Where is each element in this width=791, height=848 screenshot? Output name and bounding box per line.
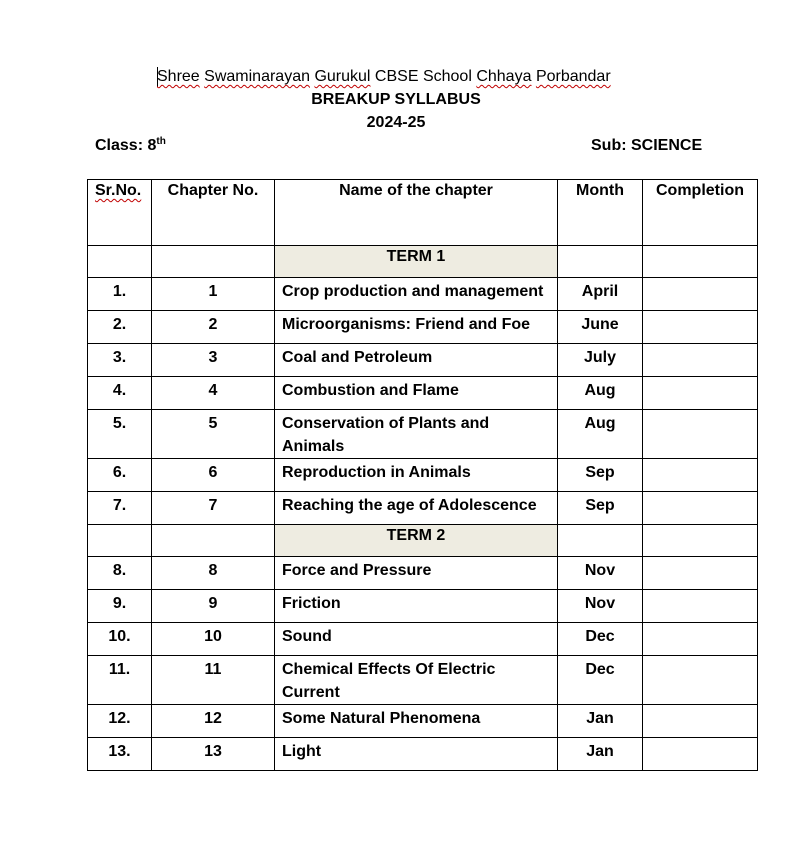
cell-srno: 6. xyxy=(88,459,152,492)
cell-completion[interactable] xyxy=(643,590,758,623)
col-header-completion: Completion xyxy=(643,180,758,246)
subject-label: Sub: SCIENCE xyxy=(591,137,703,154)
school-word: Gurukul xyxy=(314,68,371,85)
table-row xyxy=(88,590,758,623)
term-label: TERM 1 xyxy=(275,246,558,278)
cell-chapter-name: Sound xyxy=(275,623,558,656)
cell-completion[interactable] xyxy=(643,705,758,738)
table-row xyxy=(88,377,758,410)
cell-srno: 3. xyxy=(88,344,152,377)
cell-chapter-no: 3 xyxy=(152,344,275,377)
class-superscript: th xyxy=(156,136,166,147)
cell-month: Nov xyxy=(558,590,643,623)
school-word: Porbandar xyxy=(535,68,611,85)
cell-chapter-name: Friction xyxy=(275,590,558,623)
school-word: Chhaya xyxy=(476,68,532,85)
cell-chapter-name: Reaching the age of Adolescence xyxy=(275,492,558,525)
cell-chapter-no: 2 xyxy=(152,311,275,344)
cell-chapter-name: Reproduction in Animals xyxy=(275,459,558,492)
school-word: Shree xyxy=(157,68,200,85)
cell-chapter-no: 6 xyxy=(152,459,275,492)
cell-month: April xyxy=(558,278,643,311)
col-header-chapter-no: Chapter No. xyxy=(152,180,275,246)
table-row xyxy=(88,557,758,590)
cell-completion[interactable] xyxy=(643,377,758,410)
cell-chapter-name: Some Natural Phenomena xyxy=(275,705,558,738)
school-word: CBSE xyxy=(374,68,419,85)
table-row xyxy=(88,623,758,656)
cell-month: Dec xyxy=(558,656,643,705)
cell-month: Jan xyxy=(558,705,643,738)
cell-chapter-name: Light xyxy=(275,738,558,771)
cell-month: June xyxy=(558,311,643,344)
cell-completion[interactable] xyxy=(643,492,758,525)
table-row xyxy=(88,705,758,738)
table-row xyxy=(88,410,758,459)
cell-srno: 13. xyxy=(88,738,152,771)
cell-month: Aug xyxy=(558,410,643,459)
cell-completion[interactable] xyxy=(643,311,758,344)
table-row xyxy=(88,656,758,705)
cell-srno: 4. xyxy=(88,377,152,410)
cell-chapter-name: Coal and Petroleum xyxy=(275,344,558,377)
cell-srno: 9. xyxy=(88,590,152,623)
cell-chapter-no: 11 xyxy=(152,656,275,705)
cell-chapter-no: 9 xyxy=(152,590,275,623)
cell-chapter-no: 12 xyxy=(152,705,275,738)
cell-completion[interactable] xyxy=(643,459,758,492)
cell-month: Aug xyxy=(558,377,643,410)
school-name xyxy=(157,67,611,87)
syllabus-table xyxy=(87,179,758,771)
cell-completion[interactable] xyxy=(643,278,758,311)
cell-srno: 8. xyxy=(88,557,152,590)
table-row xyxy=(88,738,758,771)
cell-chapter-name: Conservation of Plants and Animals xyxy=(275,410,558,459)
cell-srno: 5. xyxy=(88,410,152,459)
cell-chapter-no: 7 xyxy=(152,492,275,525)
cell-month: Dec xyxy=(558,623,643,656)
col-header-srno: Sr.No. xyxy=(88,180,152,246)
col-header-chapter-name: Name of the chapter xyxy=(275,180,558,246)
cell-completion[interactable] xyxy=(643,623,758,656)
cell-chapter-no: 8 xyxy=(152,557,275,590)
table-row xyxy=(88,344,758,377)
cell-chapter-no: 1 xyxy=(152,278,275,311)
term-row xyxy=(88,525,758,557)
class-label xyxy=(95,136,166,156)
cell-chapter-no: 5 xyxy=(152,410,275,459)
cell-chapter-name: Crop production and management xyxy=(275,278,558,311)
cell-completion[interactable] xyxy=(643,557,758,590)
table-header-row xyxy=(88,180,758,246)
term-row xyxy=(88,246,758,278)
cell-chapter-no: 10 xyxy=(152,623,275,656)
school-word: Swaminarayan xyxy=(204,68,310,85)
cell-month: Sep xyxy=(558,492,643,525)
table-row xyxy=(88,311,758,344)
cell-completion[interactable] xyxy=(643,738,758,771)
cell-srno: 2. xyxy=(88,311,152,344)
class-text: Class: 8 xyxy=(95,137,157,154)
cell-completion[interactable] xyxy=(643,344,758,377)
cell-srno: 1. xyxy=(88,278,152,311)
cell-chapter-no: 13 xyxy=(152,738,275,771)
term-label: TERM 2 xyxy=(275,525,558,557)
col-header-month: Month xyxy=(558,180,643,246)
doc-title: BREAKUP SYLLABUS xyxy=(311,91,481,108)
cell-month: Sep xyxy=(558,459,643,492)
school-word: School xyxy=(422,68,472,85)
table-row xyxy=(88,492,758,525)
academic-year: 2024-25 xyxy=(366,114,426,131)
cell-chapter-name: Force and Pressure xyxy=(275,557,558,590)
cell-month: Nov xyxy=(558,557,643,590)
table-row xyxy=(88,278,758,311)
cell-srno: 7. xyxy=(88,492,152,525)
cell-srno: 10. xyxy=(88,623,152,656)
cell-month: July xyxy=(558,344,643,377)
cell-srno: 11. xyxy=(88,656,152,705)
cell-completion[interactable] xyxy=(643,410,758,459)
cell-chapter-name: Microorganisms: Friend and Foe xyxy=(275,311,558,344)
cell-chapter-name: Chemical Effects Of Electric Current xyxy=(275,656,558,705)
cell-completion[interactable] xyxy=(643,656,758,705)
cell-srno: 12. xyxy=(88,705,152,738)
cell-month: Jan xyxy=(558,738,643,771)
table-row xyxy=(88,459,758,492)
cell-chapter-name: Combustion and Flame xyxy=(275,377,558,410)
cell-chapter-no: 4 xyxy=(152,377,275,410)
